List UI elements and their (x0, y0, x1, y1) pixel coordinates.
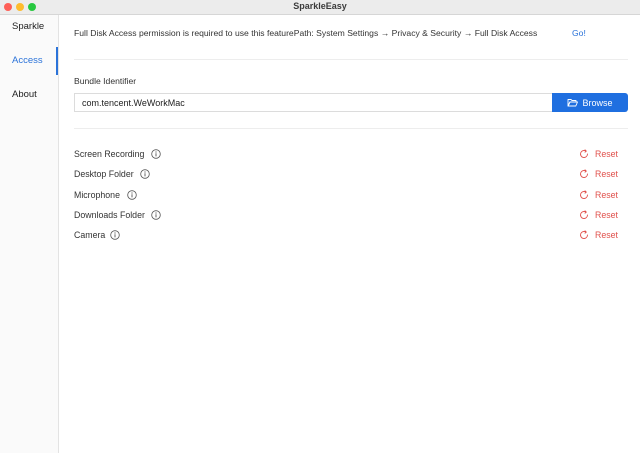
info-icon[interactable] (151, 149, 161, 159)
permission-name: Downloads Folder (74, 210, 145, 220)
divider (74, 128, 628, 129)
refresh-icon (579, 230, 589, 240)
reset-button[interactable] (579, 164, 618, 184)
browse-button[interactable] (552, 93, 628, 112)
permission-row-desktop-folder (74, 164, 628, 184)
info-icon[interactable] (127, 190, 137, 200)
info-icon[interactable] (140, 169, 150, 179)
refresh-icon (579, 169, 589, 179)
window-title: SparkleEasy (293, 1, 347, 11)
sidebar-item-about[interactable]: About (12, 89, 37, 100)
bundle-identifier-input[interactable] (74, 93, 552, 112)
permission-row-downloads-folder (74, 205, 628, 225)
refresh-icon (579, 149, 589, 159)
full-disk-access-notice: Full Disk Access permission is required to use this featurePath: System Settings → Privacy & Security → Full Disk Access (74, 28, 538, 38)
permission-name: Microphone (74, 190, 120, 200)
folder-open-icon (567, 98, 578, 107)
reset-label: Reset (595, 149, 618, 159)
sidebar (0, 15, 59, 453)
permission-row-camera (74, 225, 628, 245)
permission-row-microphone (74, 185, 628, 205)
sidebar-item-access[interactable]: Access (0, 49, 57, 73)
bundle-identifier-label: Bundle Identifier (74, 76, 137, 86)
access-panel (74, 15, 628, 453)
title-bar (0, 0, 640, 15)
reset-label: Reset (595, 169, 618, 179)
reset-button[interactable] (579, 185, 618, 205)
divider (74, 59, 628, 60)
reset-button[interactable] (579, 144, 618, 164)
reset-button[interactable] (579, 225, 618, 245)
permission-name: Screen Recording (74, 149, 145, 159)
reset-button[interactable] (579, 205, 618, 225)
go-link[interactable]: Go! (572, 28, 586, 38)
reset-label: Reset (595, 210, 618, 220)
sidebar-item-sparkle[interactable]: Sparkle (12, 21, 45, 32)
browse-label: Browse (582, 97, 613, 108)
refresh-icon (579, 190, 589, 200)
permission-name: Camera (74, 230, 106, 240)
permission-name: Desktop Folder (74, 169, 134, 179)
reset-label: Reset (595, 230, 618, 240)
permission-row-screen-recording (74, 144, 628, 164)
info-icon[interactable] (110, 230, 120, 240)
refresh-icon (579, 210, 589, 220)
info-icon[interactable] (151, 210, 161, 220)
reset-label: Reset (595, 190, 618, 200)
